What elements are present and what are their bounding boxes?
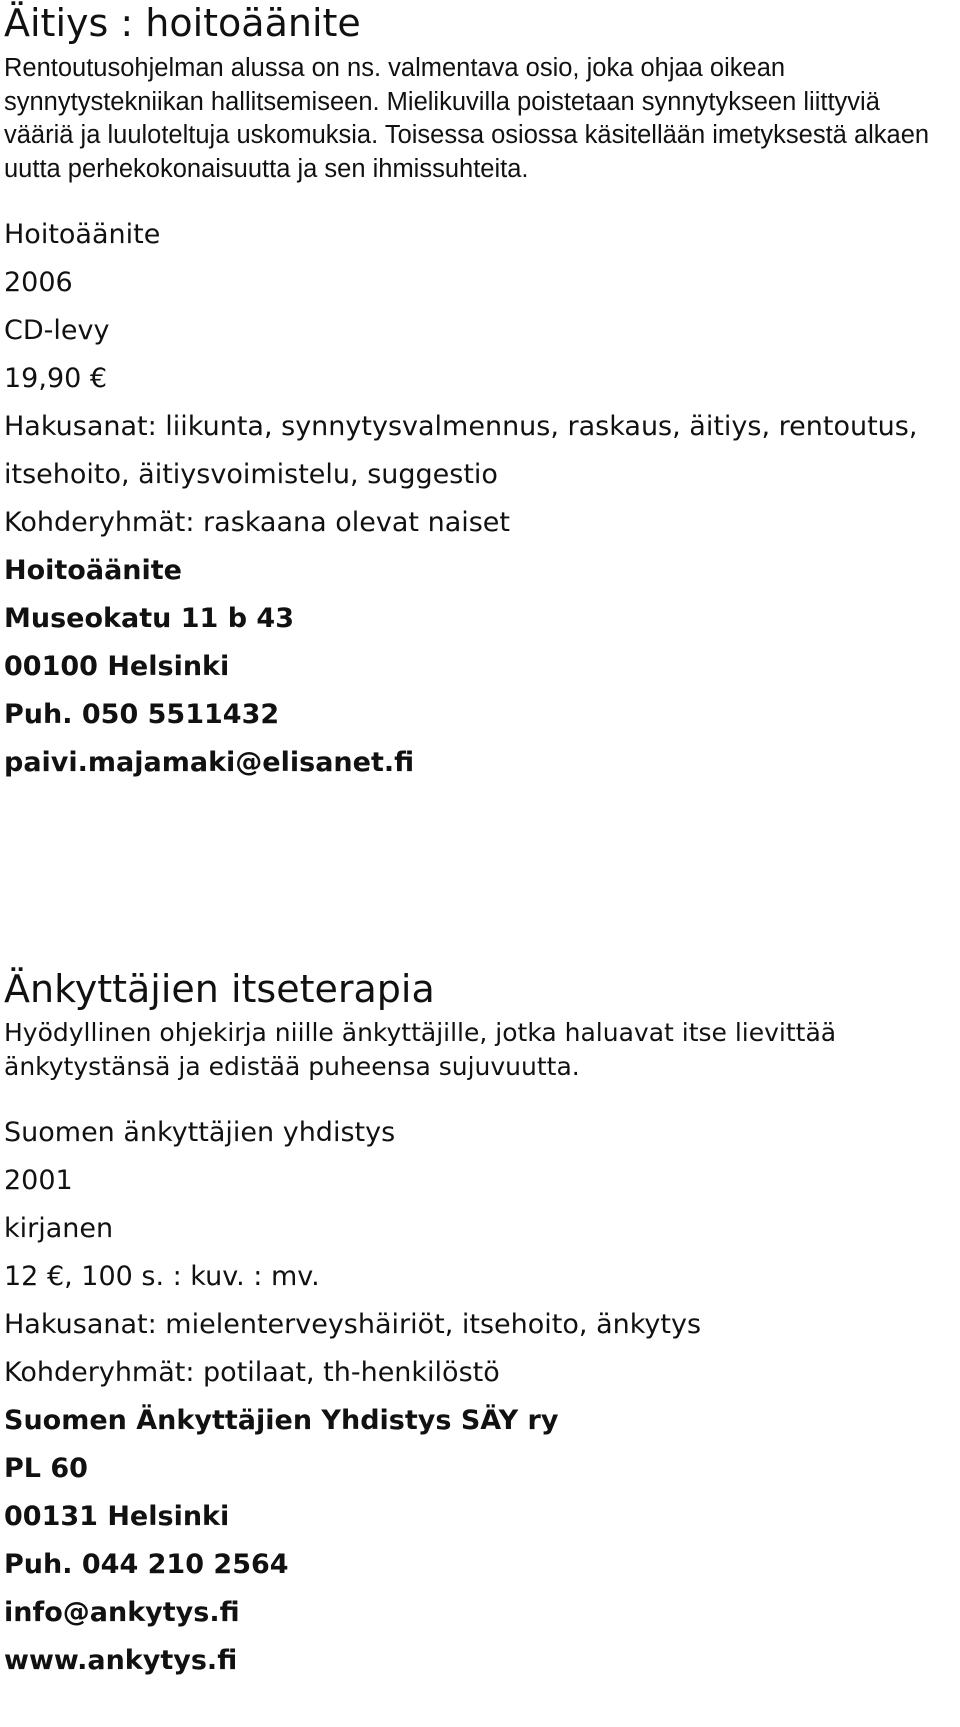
format: CD-levy — [4, 315, 110, 346]
entry-metadata — [4, 1109, 954, 1685]
contact-street: Museokatu 11 b 43 — [4, 603, 294, 634]
contact-phone: Puh. 050 5511432 — [4, 699, 280, 730]
contact-street: PL 60 — [4, 1453, 88, 1484]
contact-email[interactable] — [4, 1589, 954, 1637]
keywords: Hakusanat: mielenterveyshäiriöt, itsehoito, änkytys — [4, 1309, 702, 1340]
target-groups: Kohderyhmät: potilaat, th-henkilöstö — [4, 1357, 500, 1388]
publisher: Hoitoäänite — [4, 219, 161, 250]
price: 19,90 € — [4, 363, 108, 394]
entry-aitiys — [4, 0, 954, 787]
format: kirjanen — [4, 1213, 114, 1244]
publisher: Suomen änkyttäjien yhdistys — [4, 1117, 396, 1148]
entry-title: Äitiys : hoitoäänite — [4, 1, 361, 45]
entry-title: Änkyttäjien itseterapia — [4, 967, 435, 1011]
entry-metadata — [4, 211, 954, 787]
entry-ankyttajien-itseterapia — [4, 966, 954, 1685]
contact-name: Hoitoäänite — [4, 555, 182, 586]
entry-description: Rentoutusohjelman alussa on ns. valmentava osio, joka ohjaa oikean synnytystekniikan hallitsemiseen. Mielikuvilla poistetaan synnytykseen liittyviä vääriä ja luuloteltuja uskomuksia. Toisessa osiossa käsitellään imetyksestä alkaen uutta perhekokonaisuutta ja sen ihmissuhteita. — [4, 54, 930, 183]
contact-email[interactable] — [4, 739, 954, 787]
year: 2006 — [4, 267, 73, 298]
contact-city: 00100 Helsinki — [4, 651, 230, 682]
contact-name: Suomen Änkyttäjien Yhdistys SÄY ry — [4, 1405, 559, 1436]
website-link[interactable]: www.ankytys.fi — [4, 1645, 238, 1676]
contact-website[interactable] — [4, 1637, 954, 1685]
price: 12 €, 100 s. : kuv. : mv. — [4, 1261, 320, 1292]
contact-city: 00131 Helsinki — [4, 1501, 230, 1532]
keywords: Hakusanat: liikunta, synnytysvalmennus, raskaus, äitiys, rentoutus, itsehoito, äitiysvoimistelu, suggestio — [4, 411, 918, 490]
entry-description: Hyödyllinen ohjekirja niille änkyttäjille, jotka haluavat itse lievittää änkytystänsä ja edistää puheensa sujuvuutta. — [4, 1018, 837, 1081]
target-groups: Kohderyhmät: raskaana olevat naiset — [4, 507, 510, 538]
email-link[interactable]: paivi.majamaki@elisanet.fi — [4, 747, 415, 778]
contact-phone: Puh. 044 210 2564 — [4, 1549, 289, 1580]
email-link[interactable]: info@ankytys.fi — [4, 1597, 240, 1628]
year: 2001 — [4, 1165, 73, 1196]
